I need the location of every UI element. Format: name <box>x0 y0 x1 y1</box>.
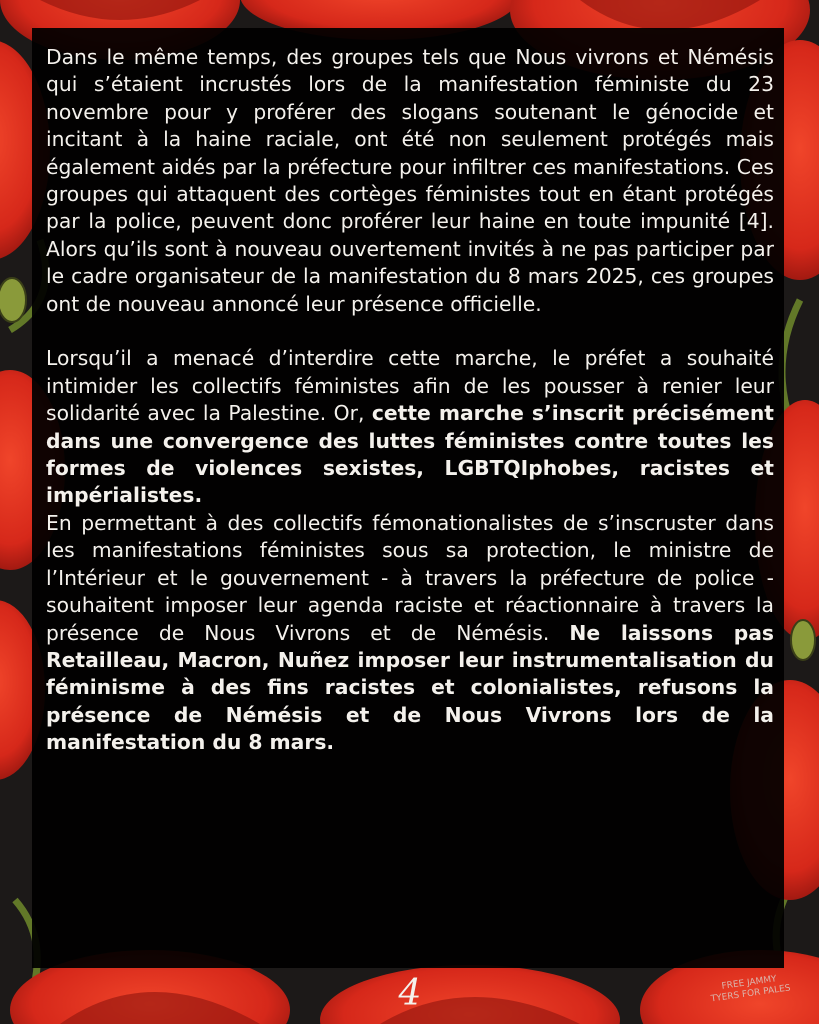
paragraph-3-text: En permettant à des collectifs fémonationalistes de s’inscruster dans les manifestations féministes sous sa protection, le ministre de l’Intérieur et le gouvernement - à travers la préfecture de police - souhaitent imposer leur agenda raciste et réactionnaire à travers la présence de Nous Vivrons et de Némésis. <box>46 510 774 645</box>
paragraph-3-emphasis: Ne laissons pas Retailleau, Macron, Nuñez imposer leur instrumentalisation du féminisme à des fins racistes et colonialistes, refusons la présence de Némésis et de Nous Vivrons lors de la manifestation du 8 mars. <box>46 620 774 755</box>
paragraph-1: Dans le même temps, des groupes tels que Nous vivrons et Némésis qui s’étaient incrustés lors de la manifestation féministe du 23 novembre pour y proférer des slogans soutenant le génocide et incitant à la haine raciale, ont été non seulement protégés mais également aidés par la préfecture pour infiltrer ces manifestations. Ces groupes qui attaquent des cortèges féministes tout en étant protégés par la police, peuvent donc proférer leur haine en toute impunité [4]. Alors qu’ils sont à nouveau ouvertement invités à ne pas participer par le cadre organisateur de la manifestation du 8 mars 2025, ces groupes ont de nouveau annoncé leur présence officielle. <box>46 45 774 316</box>
paragraph-2-text: Lorsqu’il a menacé d’interdire cette marche, le préfet a souhaité intimider les collectifs féministes afin de les pousser à renier leur solidarité avec la Palestine. Or, <box>46 346 774 426</box>
article-body <box>46 44 774 757</box>
artist-credit: FREE JAMMY TYERS FOR PALES <box>710 974 792 1005</box>
paragraph-spacer <box>46 318 774 345</box>
paragraph-3 <box>46 510 774 757</box>
page-number: 4 <box>398 973 422 1014</box>
paragraph-2 <box>46 345 774 509</box>
paragraph-2-emphasis: cette marche s’inscrit précisément dans une convergence des luttes féministes contre toutes les formes de violences sexistes, LGBTQIphobes, racistes et impérialistes. <box>46 401 774 508</box>
